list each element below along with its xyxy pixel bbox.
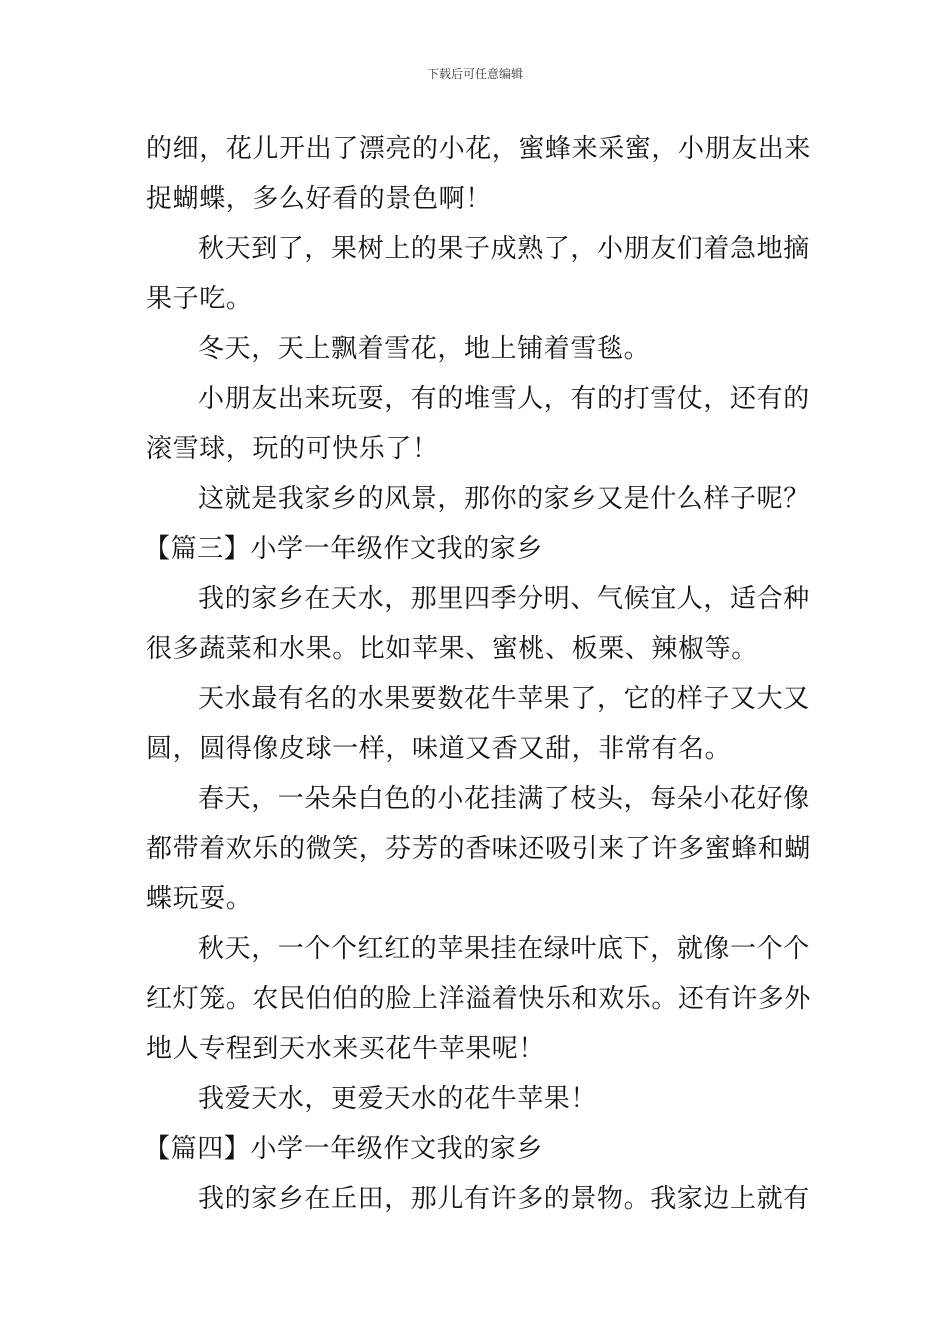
section-heading: 【篇三】小学一年级作文我的家乡 <box>144 534 544 564</box>
text-line: 地人专程到天水来买花牛苹果呢！ <box>146 1034 546 1064</box>
text-line: 捉蝴蝶，多么好看的景色啊！ <box>146 184 492 214</box>
text-line: 蝶玩耍。 <box>146 884 253 914</box>
text-line: 我爱天水，更爱天水的花牛苹果！ <box>198 1084 598 1114</box>
text-line: 圆，圆得像皮球一样，味道又香又甜，非常有名。 <box>146 734 732 764</box>
text-line: 天水最有名的水果要数花牛苹果了，它的样子又大又 <box>198 684 810 714</box>
text-line: 春天，一朵朵白色的小花挂满了枝头，每朵小花好像 <box>198 784 810 814</box>
section-heading: 【篇四】小学一年级作文我的家乡 <box>144 1134 544 1164</box>
text-line: 秋天到了，果树上的果子成熟了，小朋友们着急地摘 <box>198 234 810 264</box>
text-line: 滚雪球，玩的可快乐了！ <box>146 434 439 464</box>
text-line: 我的家乡在丘田，那儿有许多的景物。我家边上就有 <box>198 1184 810 1214</box>
text-line: 都带着欢乐的微笑，芬芳的香味还吸引来了许多蜜蜂和蝴 <box>146 834 812 864</box>
page-header: 下载后可任意编辑 <box>426 67 523 81</box>
text-line: 红灯笼。农民伯伯的脸上洋溢着快乐和欢乐。还有许多外 <box>146 984 812 1014</box>
text-line: 这就是我家乡的风景，那你的家乡又是什么样子呢？ <box>198 484 810 514</box>
text-line: 秋天，一个个红红的苹果挂在绿叶底下，就像一个个 <box>198 934 810 964</box>
text-line: 小朋友出来玩耍，有的堆雪人，有的打雪仗，还有的 <box>198 384 810 414</box>
text-line: 我的家乡在天水，那里四季分明、气候宜人，适合种 <box>198 584 810 614</box>
text-line: 很多蔬菜和水果。比如苹果、蜜桃、板栗、辣椒等。 <box>146 634 758 664</box>
text-line: 果子吃。 <box>146 284 253 314</box>
document-body <box>146 124 810 1224</box>
text-line: 冬天，天上飘着雪花，地上铺着雪毯。 <box>198 334 651 364</box>
text-line: 的细，花儿开出了漂亮的小花，蜜蜂来采蜜，小朋友出来 <box>146 134 812 164</box>
